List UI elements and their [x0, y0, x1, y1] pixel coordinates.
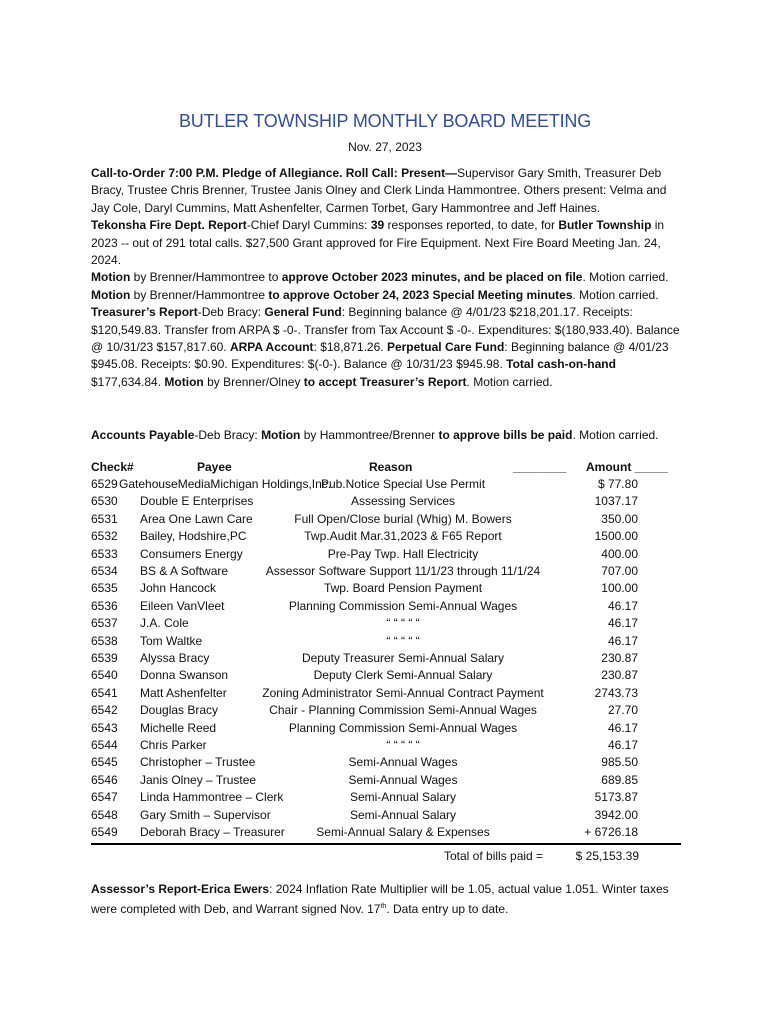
row-check: 6532 — [91, 529, 118, 544]
row-reason: Assessor Software Support 11/1/23 through 11/1/24 — [265, 564, 541, 578]
row-check: 6548 — [91, 807, 118, 822]
total-divider — [91, 843, 681, 845]
row-amount: 689.85 — [601, 772, 638, 787]
row-check: 6541 — [91, 685, 118, 700]
row-payee: Chris Parker — [140, 738, 207, 752]
row-payee: Bailey, Hodshire,PC — [140, 529, 247, 544]
treasurer-bold: General Fund — [264, 305, 342, 320]
row-amount: 46.17 — [607, 720, 638, 735]
table-header — [0, 460, 770, 477]
call-to-order-label: Call-to-Order 7:00 P.M. Pledge of Allegiance. Roll Call: Present— — [91, 166, 458, 180]
assessor-text: . Data entry up to date. — [386, 902, 509, 917]
row-payee: Donna Swanson — [140, 668, 229, 683]
assessor-label: Assessor’s Report-Erica Ewers — [91, 882, 270, 896]
row-check: 6545 — [91, 755, 118, 770]
row-amount: 5173.87 — [594, 790, 638, 805]
table-row — [0, 703, 770, 720]
row-reason: Chair - Planning Commission Semi-Annual Wages — [269, 703, 537, 718]
fire-report-paragraph — [91, 217, 681, 269]
row-reason: Semi-Annual Wages — [348, 772, 458, 787]
row-payee: Michelle Reed — [140, 720, 217, 735]
fire-responses: 39 — [370, 218, 385, 233]
row-payee: Douglas Bracy — [140, 703, 219, 718]
motion-text: by Brenner/Hammontree — [130, 287, 269, 302]
row-amount: 100.00 — [601, 581, 638, 596]
row-payee: Consumers Energy — [140, 546, 243, 561]
meeting-date: Nov. 27, 2023 — [348, 140, 422, 154]
ap-label: Accounts Payable — [91, 428, 195, 442]
row-payee: Area One Lawn Care — [140, 511, 253, 526]
treasurer-label: Treasurer’s Report — [91, 305, 198, 320]
row-amount: 985.50 — [601, 755, 638, 770]
table-row — [0, 564, 770, 581]
ap-bold: to approve bills be paid — [438, 428, 573, 442]
table-row — [0, 512, 770, 529]
assessor-text: : 2024 Inflation Rate Multiplier will be 1.05, actual value 1.051. Winter taxes were completed with Deb, and Warrant signed Nov. 17 — [91, 882, 669, 917]
table-row — [0, 616, 770, 633]
row-payee: GatehouseMediaMichigan Holdings,Inc. — [119, 477, 332, 491]
treasurer-text: $177,634.84. — [91, 374, 165, 389]
row-check: 6533 — [91, 546, 118, 561]
call-to-order-text: Supervisor Gary Smith, Treasurer Deb Bracy, Trustee Chris Brenner, Trustee Janis Olney and Clerk Linda Hammontree. Others present: Velma and Jay Cole, Daryl Cummins, Matt Ashenfelter, Carmen Torbet, Gary Hammontree and Jeff Haines. — [91, 166, 667, 215]
row-reason: Pub.Notice Special Use Permit — [320, 477, 486, 491]
table-row — [0, 721, 770, 738]
row-reason: “ “ “ “ “ — [386, 633, 420, 648]
row-amount: 46.17 — [607, 633, 638, 648]
table-row — [0, 686, 770, 703]
row-reason: Semi-Annual Salary & Expenses — [316, 825, 490, 839]
row-check: 6543 — [91, 720, 118, 735]
page-title: BUTLER TOWNSHIP MONTHLY BOARD MEETING — [179, 111, 591, 131]
treasurer-text: : Beginning balance @ 4/01/23 $945.08. Receipts: $0.90. Expenditures: $(-0-). Balance @ 10/31/23 $945.98. — [91, 340, 669, 372]
row-check: 6536 — [91, 598, 118, 613]
row-check: 6540 — [91, 668, 118, 683]
treasurer-text: by Brenner/Olney — [203, 374, 304, 389]
row-payee: Janis Olney – Trustee — [140, 772, 257, 787]
row-payee: John Hancock — [140, 581, 217, 596]
row-reason: Pre-Pay Twp. Hall Electricity — [327, 546, 479, 561]
row-check: 6529 — [91, 477, 118, 491]
ap-text: . Motion carried. — [572, 428, 659, 442]
row-payee: BS & A Software — [140, 564, 229, 578]
minutes-body — [91, 165, 681, 391]
ap-text: by Hammontree/Brenner — [300, 428, 439, 442]
row-payee: Gary Smith – Supervisor — [140, 807, 271, 822]
table-row — [0, 773, 770, 790]
row-reason: Full Open/Close burial (Whig) M. Bowers — [294, 511, 512, 526]
motion-text: by Brenner/Hammontree to — [130, 270, 282, 285]
treasurer-text: . Motion carried. — [466, 374, 553, 389]
row-payee: J.A. Cole — [140, 616, 189, 631]
fire-text: -Chief Daryl Cummins: — [246, 218, 371, 233]
row-reason: Twp.Audit Mar.31,2023 & F65 Report — [304, 529, 502, 544]
row-check: 6537 — [91, 616, 118, 631]
header-reason: Reason — [369, 460, 413, 474]
row-check: 6539 — [91, 651, 118, 665]
treasurer-bold: Total cash-on-hand — [506, 357, 616, 372]
row-amount: 1037.17 — [594, 494, 638, 509]
row-check: 6530 — [91, 494, 118, 509]
header-check: Check# — [91, 460, 134, 474]
treasurer-text: : $18,871.26. — [313, 340, 387, 355]
row-payee: Tom Waltke — [140, 633, 203, 648]
row-payee: Matt Ashenfelter — [140, 685, 227, 700]
row-reason: Deputy Clerk Semi-Annual Salary — [313, 668, 493, 683]
row-check: 6549 — [91, 825, 118, 839]
row-amount: + 6726.18 — [584, 825, 638, 839]
table-row — [0, 790, 770, 807]
row-amount: 350.00 — [601, 511, 638, 526]
treasurer-bold: ARPA Account — [229, 340, 314, 355]
row-amount: 46.17 — [607, 738, 638, 752]
table-row — [0, 581, 770, 598]
row-check: 6531 — [91, 511, 118, 526]
row-check: 6534 — [91, 564, 118, 578]
total-label: Total of bills paid = — [444, 849, 544, 863]
row-reason: Semi-Annual Wages — [348, 755, 458, 770]
row-amount: 27.70 — [607, 703, 638, 718]
table-row — [0, 477, 770, 494]
row-amount: 400.00 — [601, 546, 638, 561]
table-row — [0, 529, 770, 546]
motion-label: Motion — [91, 287, 131, 302]
header-payee: Payee — [197, 460, 232, 474]
table-row — [0, 668, 770, 685]
row-payee: Alyssa Bracy — [140, 651, 210, 665]
row-payee: Deborah Bracy – Treasurer — [140, 825, 285, 839]
row-payee: Linda Hammontree – Clerk — [140, 790, 284, 805]
row-amount: 230.87 — [601, 668, 638, 683]
treasurer-report-paragraph — [91, 304, 681, 391]
table-row — [0, 808, 770, 825]
table-row — [0, 494, 770, 511]
fire-text: responses reported, to date, for — [384, 218, 559, 233]
row-reason: Semi-Annual Salary — [349, 790, 457, 805]
ap-text: -Deb Bracy: — [194, 428, 262, 442]
header-reason-tail: ________ — [513, 460, 567, 474]
row-reason: Zoning Administrator Semi-Annual Contract Payment — [262, 685, 544, 700]
row-payee: Double E Enterprises — [140, 494, 254, 509]
assessor-report-paragraph — [91, 881, 681, 919]
motion-text: . Motion carried. — [572, 287, 659, 302]
row-amount: 3942.00 — [594, 807, 638, 822]
row-amount: $ 77.80 — [597, 477, 638, 491]
assessor-superscript: th — [380, 903, 387, 911]
motion-bold: approve October 2023 minutes, and be placed on file — [281, 270, 583, 285]
table-row — [0, 755, 770, 772]
row-check: 6547 — [91, 790, 118, 805]
motion-text: . Motion carried. — [582, 270, 669, 285]
row-amount: 707.00 — [601, 564, 638, 578]
motion-label: Motion — [91, 270, 131, 285]
row-amount: 46.17 — [607, 598, 638, 613]
treasurer-text: -Deb Bracy: — [197, 305, 265, 320]
treasurer-text: : Beginning balance @ 4/01/23 $218,201.17. Receipts: $120,549.83. Transfer from ARPA $ -0-. Transfer from Tax Account $ -0-. Expenditures: $(180,933.40). Balance @ 10/31/23 $157,817.60. — [91, 305, 680, 355]
row-reason: “ “ “ “ “ — [386, 738, 420, 752]
treasurer-bold: Motion — [164, 374, 204, 389]
row-payee: Eileen VanVleet — [140, 598, 225, 613]
row-payee: Christopher – Trustee — [140, 755, 256, 770]
fire-text: in 2023 -- out of 291 total calls. $27,500 Grant approved for Fire Equipment. Next Fire Board Meeting Jan. 24, 2024. — [91, 218, 665, 268]
row-amount: 1500.00 — [594, 529, 638, 544]
motion-bold: to approve October 24, 2023 Special Meeting minutes — [268, 287, 573, 302]
row-check: 6546 — [91, 772, 118, 787]
row-check: 6544 — [91, 738, 118, 752]
row-reason: Deputy Treasurer Semi-Annual Salary — [301, 651, 505, 665]
row-amount: 2743.73 — [594, 685, 638, 700]
row-amount: 46.17 — [607, 616, 638, 631]
treasurer-bold: Perpetual Care Fund — [386, 340, 505, 355]
row-reason: Planning Commission Semi-Annual Wages — [288, 598, 518, 613]
fire-township: Butler Township — [558, 218, 652, 233]
row-reason: Planning Commission Semi-Annual Wages — [288, 720, 518, 735]
ap-bold: Motion — [261, 428, 301, 442]
table-row — [0, 825, 770, 842]
table-row — [0, 738, 770, 755]
table-row — [0, 547, 770, 564]
row-reason: Semi-Annual Salary — [349, 807, 457, 822]
call-to-order-paragraph — [91, 165, 681, 217]
table-row — [0, 634, 770, 651]
row-amount: 230.87 — [601, 651, 638, 665]
minutes-motion-paragraph — [91, 269, 681, 304]
header-amount: Amount _____ — [586, 460, 669, 474]
accounts-payable-paragraph — [91, 427, 681, 444]
fire-report-label: Tekonsha Fire Dept. Report — [91, 218, 247, 233]
row-check: 6542 — [91, 703, 118, 718]
row-reason: Twp. Board Pension Payment — [323, 581, 483, 596]
row-check: 6538 — [91, 633, 118, 648]
row-reason: Assessing Services — [350, 494, 456, 509]
total-amount: $ 25,153.39 — [575, 849, 639, 863]
row-reason: “ “ “ “ “ — [386, 616, 420, 631]
table-row — [0, 599, 770, 616]
row-check: 6535 — [91, 581, 118, 596]
treasurer-bold: to accept Treasurer’s Report — [303, 374, 467, 389]
table-row — [0, 651, 770, 668]
